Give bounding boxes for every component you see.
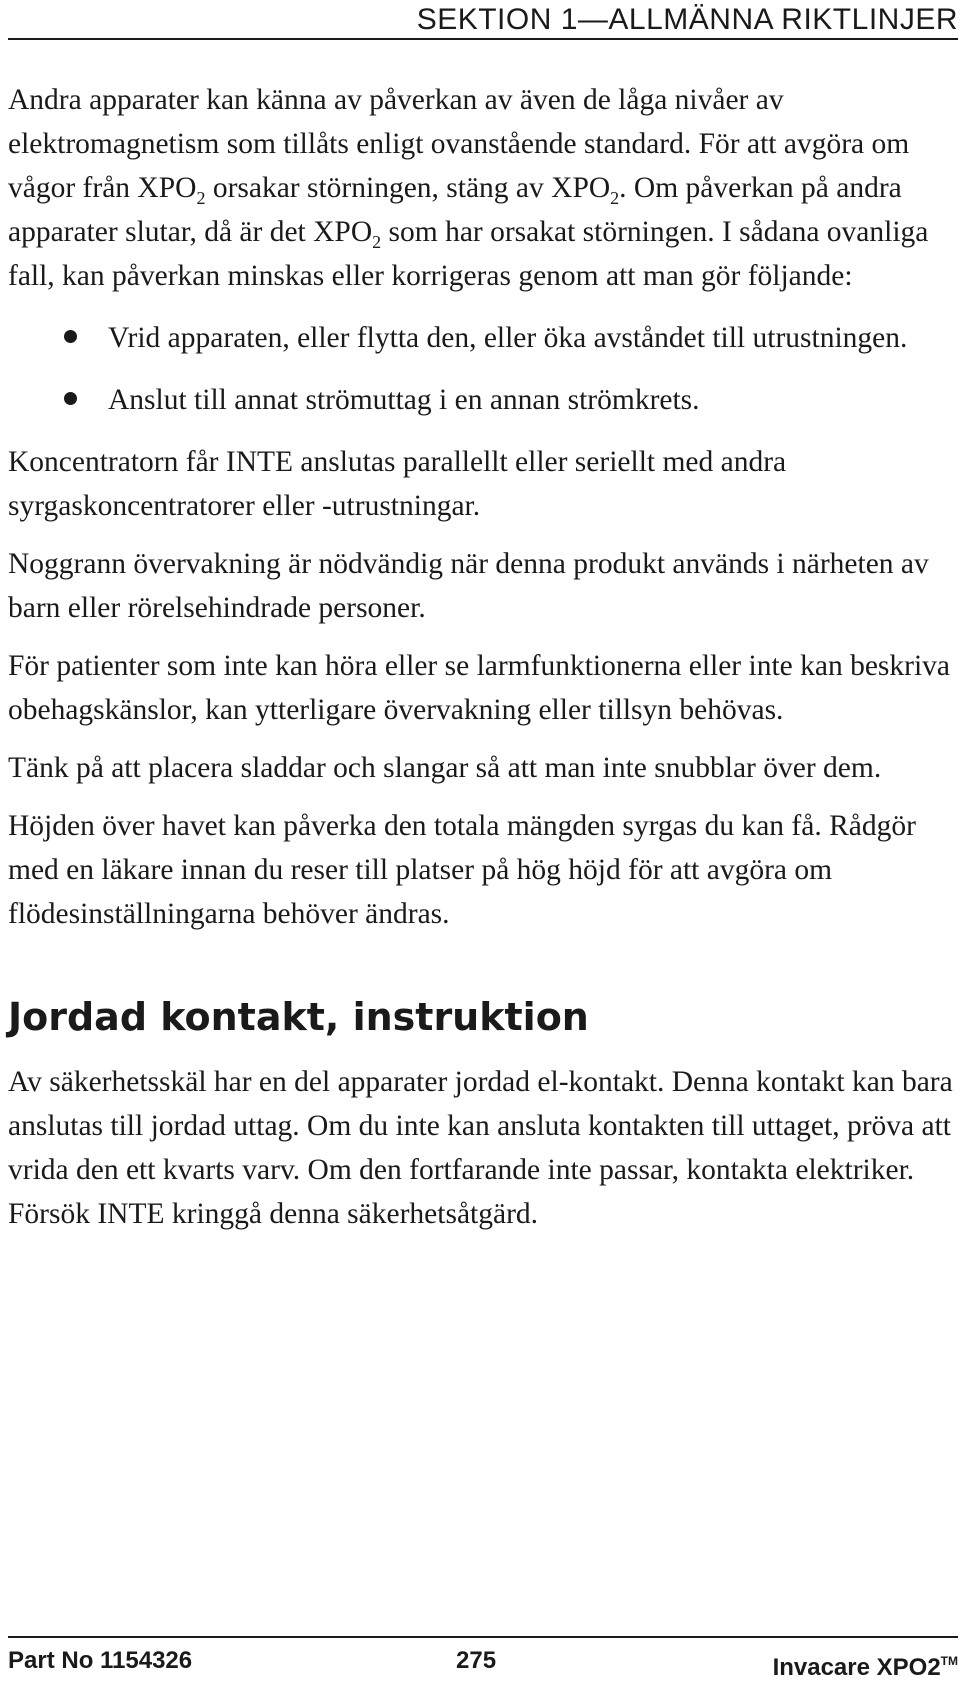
- page-footer: [8, 1636, 958, 1681]
- page-content: [8, 78, 958, 1250]
- bullet-dot-icon: [64, 330, 77, 343]
- list-item: [8, 316, 958, 360]
- page-number: 275: [456, 1647, 497, 1674]
- bullet-list: [8, 316, 958, 422]
- paragraph-cables-tripping: Tänk på att placera sladdar och slangar så att man inte snubblar över dem.: [8, 752, 882, 784]
- subscript-2: 2: [610, 188, 620, 208]
- paragraph-altitude: Höjden över havet kan påverka den totala mängden syrgas du kan få. Rådgör med en läkare innan du reser till platser på hög höjd för att avgöra om flödesinställningarna behöver ändras.: [8, 810, 916, 930]
- part-number: Part No 1154326: [8, 1647, 193, 1674]
- grounding-heading: Jordad kontakt, instruktion: [8, 995, 589, 1039]
- paragraph-supervision-children: Noggrann övervakning är nödvändig när denna produkt används i närheten av barn eller rörelsehindrade personer.: [8, 548, 929, 624]
- bullet-dot-icon: [64, 392, 77, 405]
- grounding-paragraph: Av säkerhetsskäl har en del apparater jordad el-kontakt. Denna kontakt kan bara anslutas till jordad uttag. Om du inte kan ansluta kontakten till uttaget, pröva att vrida den ett kvarts varv. Om den fortfarande inte passar, kontakta elektriker. Försök INTE kringgå denna säkerhetsåtgärd.: [8, 1066, 953, 1230]
- page-header: [8, 0, 958, 40]
- bullet-text: Anslut till annat strömuttag i en annan strömkrets.: [108, 384, 700, 416]
- trademark-mark: TM: [940, 1654, 958, 1668]
- product-name-text: Invacare XPO2: [772, 1654, 941, 1681]
- intro-text-3: . Om påverkan på andra apparater slutar, då är det XPO: [8, 172, 902, 248]
- bullet-text: Vrid apparaten, eller flytta den, eller öka avståndet till utrustningen.: [108, 322, 908, 354]
- manual-page: [8, 0, 958, 1688]
- subscript-2: 2: [372, 232, 382, 252]
- product-name: [773, 1638, 958, 1691]
- paragraph-parallel-connection: Koncentratorn får INTE anslutas parallellt eller seriellt med andra syrgaskoncentratorer eller -utrustningar.: [8, 446, 787, 522]
- intro-text-4: som har orsakat störningen. I sådana ovanliga fall, kan påverkan minskas eller korrigeras genom att man gör följande:: [8, 216, 929, 292]
- paragraph-patient-alarms: För patienter som inte kan höra eller se larmfunktionerna eller inte kan beskriva obehagskänslor, kan ytterligare övervakning eller tillsyn behövas.: [8, 650, 951, 726]
- intro-paragraph: [8, 78, 958, 298]
- subscript-2: 2: [196, 188, 206, 208]
- intro-text-2: orsakar störningen, stäng av XPO: [205, 172, 611, 204]
- list-item: [8, 378, 958, 422]
- section-title: SEKTION 1—ALLMÄNNA RIKTLINJER: [416, 3, 958, 36]
- intro-text-1: Andra apparater kan känna av påverkan av även de låga nivåer av elektromagnetism som tillåts enligt ovanstående standard. För att avgöra om vågor från XPO: [8, 84, 910, 204]
